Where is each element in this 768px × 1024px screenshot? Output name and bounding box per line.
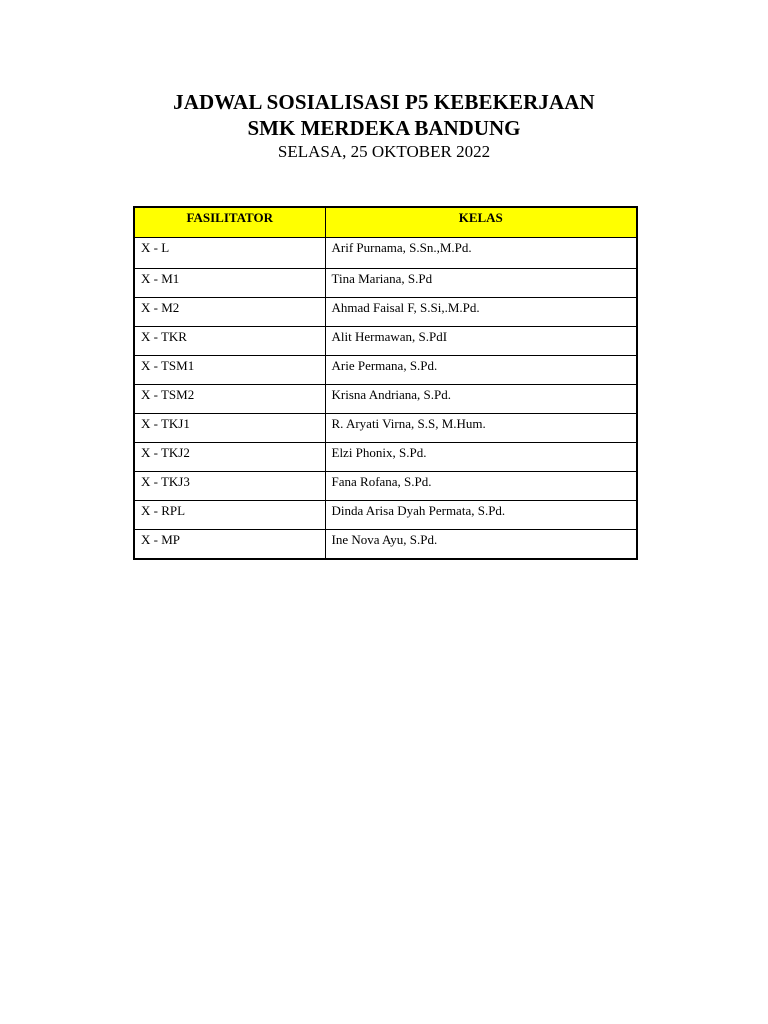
table-row (134, 327, 637, 356)
cell-kelas: X - TSM1 (134, 356, 325, 385)
document-title: JADWAL SOSIALISASI P5 KEBEKERJAAN (173, 90, 595, 114)
table-row (134, 298, 637, 327)
table-row (134, 501, 637, 530)
cell-kelas: X - L (134, 238, 325, 269)
table-row (134, 414, 637, 443)
cell-fasilitator: Fana Rofana, S.Pd. (325, 472, 637, 501)
cell-kelas: X - TKJ1 (134, 414, 325, 443)
cell-fasilitator: Alit Hermawan, S.PdI (325, 327, 637, 356)
cell-fasilitator: Krisna Andriana, S.Pd. (325, 385, 637, 414)
schedule-table (133, 206, 638, 560)
table-row (134, 443, 637, 472)
cell-fasilitator: Dinda Arisa Dyah Permata, S.Pd. (325, 501, 637, 530)
cell-fasilitator: Tina Mariana, S.Pd (325, 269, 637, 298)
cell-kelas: X - TSM2 (134, 385, 325, 414)
column-header-fasilitator: FASILITATOR (134, 207, 325, 238)
table-row (134, 356, 637, 385)
table-row (134, 385, 637, 414)
table-row (134, 269, 637, 298)
cell-fasilitator: Arif Purnama, S.Sn.,M.Pd. (325, 238, 637, 269)
column-header-kelas: KELAS (325, 207, 637, 238)
cell-fasilitator: Arie Permana, S.Pd. (325, 356, 637, 385)
cell-fasilitator: R. Aryati Virna, S.S, M.Hum. (325, 414, 637, 443)
cell-kelas: X - TKR (134, 327, 325, 356)
cell-kelas: X - MP (134, 530, 325, 560)
table-row (134, 238, 637, 269)
table-row (134, 530, 637, 560)
cell-kelas: X - TKJ3 (134, 472, 325, 501)
cell-kelas: X - RPL (134, 501, 325, 530)
cell-kelas: X - M1 (134, 269, 325, 298)
school-name: SMK MERDEKA BANDUNG (247, 116, 521, 140)
event-date: SELASA, 25 OKTOBER 2022 (277, 142, 491, 161)
cell-kelas: X - M2 (134, 298, 325, 327)
cell-kelas: X - TKJ2 (134, 443, 325, 472)
cell-fasilitator: Ahmad Faisal F, S.Si,.M.Pd. (325, 298, 637, 327)
table-row (134, 472, 637, 501)
cell-fasilitator: Elzi Phonix, S.Pd. (325, 443, 637, 472)
table-header-row (134, 207, 637, 238)
cell-fasilitator: Ine Nova Ayu, S.Pd. (325, 530, 637, 560)
